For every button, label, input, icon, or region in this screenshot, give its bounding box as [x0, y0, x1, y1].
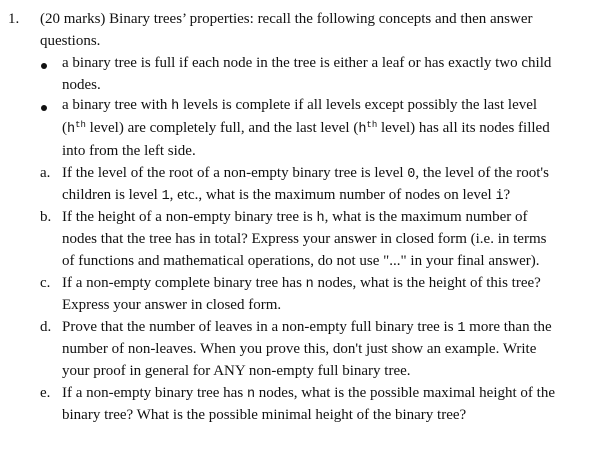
bullet-2-line1: a binary tree with h levels is complete if all levels except possibly the last level	[62, 97, 538, 114]
part-c-line1: If a non-empty complete binary tree has n nodes, what is the height of this tree?	[62, 275, 541, 292]
superscript: th	[75, 120, 86, 130]
part-b-line2: nodes that the tree has in total? Express your answer in closed form (i.e. in terms	[62, 231, 547, 247]
superscript: th	[366, 120, 378, 130]
part-label: a.	[40, 165, 51, 181]
bullet-2-line2: ($h^{th}$ level) are completely full, and the last level ($h^{th}$ level) has all its nodes filled	[62, 120, 550, 137]
inline-code: 1	[457, 321, 466, 336]
inline-code: n	[305, 277, 314, 292]
inline-code: i	[495, 189, 504, 204]
part-b-line3: of functions and mathematical operations, do not use "..." in your final answer).	[62, 253, 540, 269]
part-d-line1: Prove that the number of leaves in a non-empty full binary tree is 1 more than the	[62, 319, 552, 336]
inline-code: 1	[161, 189, 170, 204]
part-a-line2: children is level 1, etc., what is the maximum number of nodes on level i?	[62, 187, 511, 204]
inline-code: h	[171, 99, 180, 114]
inline-code: 0	[407, 167, 416, 182]
part-a-line1: If the level of the root of a non-empty binary tree is level 0, the level of the root's	[62, 165, 549, 182]
bullet-1-line2: nodes.	[62, 77, 101, 93]
part-label: c.	[40, 275, 51, 291]
bullet-2-line3: into from the left side.	[62, 143, 196, 159]
question-intro-line1: (20 marks) Binary trees’ properties: recall the following concepts and then answer	[40, 11, 533, 27]
bullet-1-line1: a binary tree is full if each node in the tree is either a leaf or has exactly two child	[62, 55, 552, 71]
part-b-line1: If the height of a non-empty binary tree is h, what is the maximum number of	[62, 209, 528, 226]
part-label: d.	[40, 319, 52, 335]
part-e-line2: binary tree? What is the possible minimal height of the binary tree?	[62, 407, 467, 423]
question-intro-line2: questions.	[40, 33, 101, 49]
question-number: 1.	[8, 11, 20, 27]
part-e-line1: If a non-empty binary tree has n nodes, what is the possible maximal height of the	[62, 385, 555, 402]
part-label: b.	[40, 209, 52, 225]
inline-code: h	[358, 122, 367, 137]
part-label: e.	[40, 385, 51, 401]
inline-code: n	[246, 387, 256, 402]
part-d-line3: your proof in general for ANY non-empty full binary tree.	[62, 363, 411, 379]
bullet-marker	[41, 105, 47, 111]
part-d-line2: number of non-leaves. When you prove this, don't just show an example. Write	[62, 341, 537, 357]
part-c-line2: Express your answer in closed form.	[62, 297, 282, 313]
bullet-marker	[41, 63, 47, 69]
inline-code: h	[67, 122, 76, 137]
inline-code: h	[316, 211, 325, 226]
